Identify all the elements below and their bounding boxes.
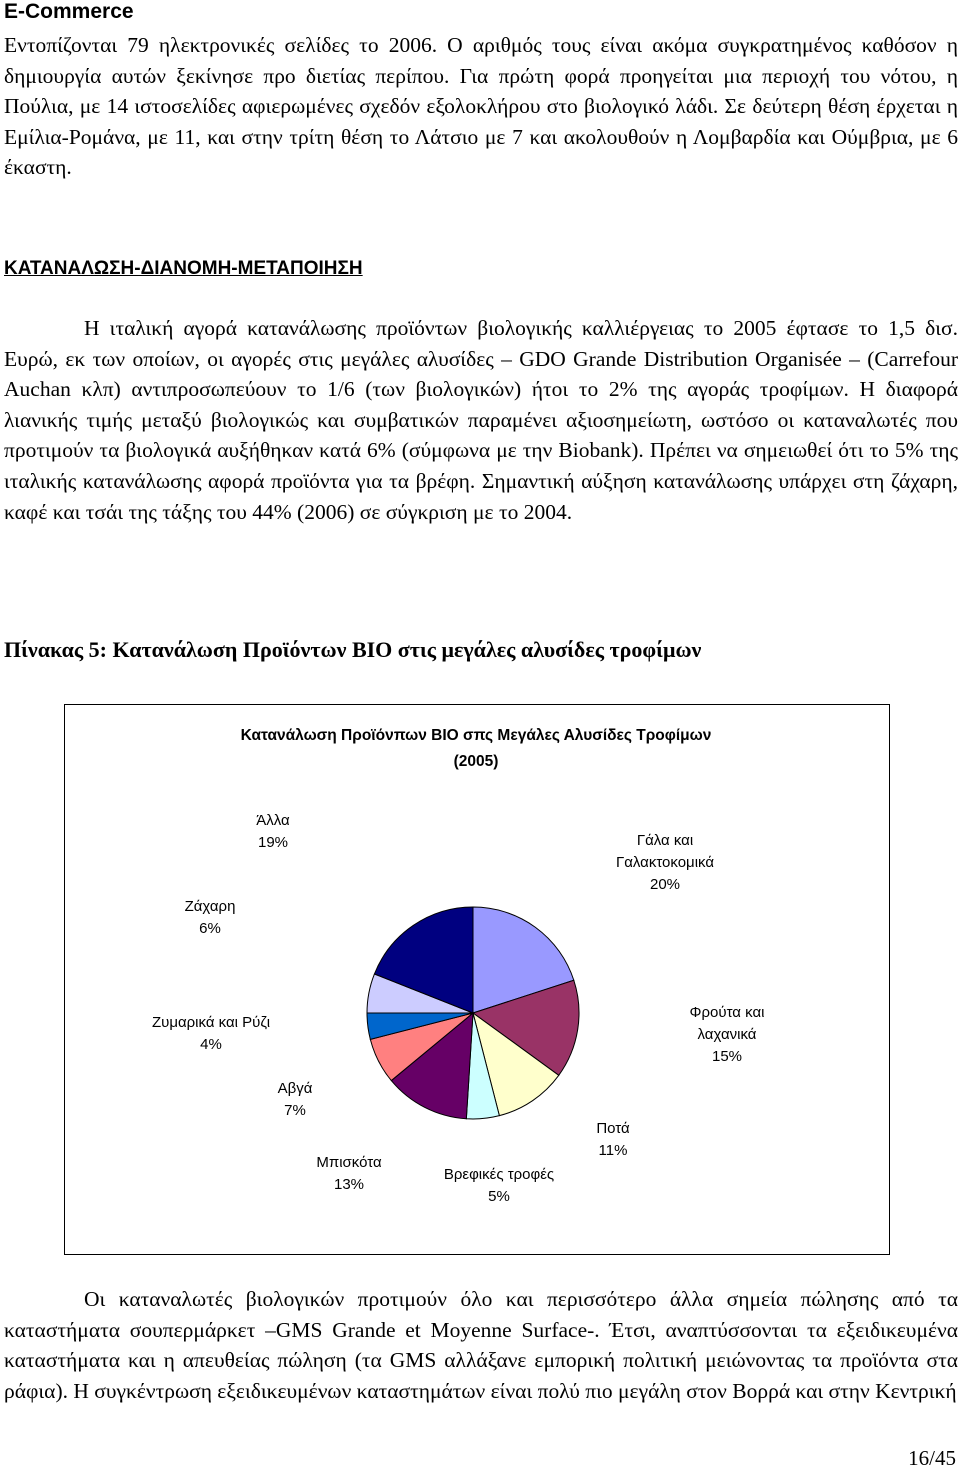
paragraph-retail-text: Οι καταναλωτές βιολογικών προτιμούν όλο και περισσότερο άλλα σημεία πώλησης από τα καταστήματα σουπερμάρκετ –GMS Grande et Moyenne Surface-. Έτσι, αναπτύσσονται τα εξειδικευμένα καταστήματα και η απευθείας πώληση (τα GMS αλλάξανε εμπορική πολιτική μειώνοντας τα προϊόντα στα ράφια). Η συγκέντρωση εξειδικευμένων καταστημάτων είναι πολύ πιο μεγάλη στον Βορρά και στην Κεντρική <box>4 1287 958 1403</box>
pie-label-text: Ποτά <box>596 1120 630 1137</box>
pie-label-3 <box>596 1120 630 1159</box>
page-number: 16/45 <box>908 1446 956 1470</box>
pie-label-text: Γαλακτοκομικά <box>615 854 715 871</box>
pie-label-value: 4% <box>200 1036 222 1053</box>
pie-label-6 <box>278 1080 313 1119</box>
pie-label-text: Άλλα <box>256 812 290 829</box>
pie-label-value: 20% <box>649 876 681 893</box>
pie-label-2 <box>690 1004 765 1065</box>
pie-label-value: 6% <box>199 920 221 937</box>
pie-label-text: Φρούτα και <box>689 1004 765 1021</box>
pie-label-4 <box>444 1166 554 1205</box>
pie-label-text: λαχανικά <box>697 1026 757 1043</box>
pie-label-9 <box>256 812 290 851</box>
pie-label-1 <box>616 832 714 893</box>
subheading-consumption: ΚΑΤΑΝΑΛΩΣΗ-ΔΙΑΝΟΜΗ-ΜΕΤΑΠΟΙΗΣΗ <box>4 258 363 279</box>
section-heading: E-Commerce <box>4 0 134 23</box>
paragraph-ecommerce: Εντοπίζονται 79 ηλεκτρονικές σελίδες το 2006. Ο αριθμός τους είναι ακόμα συγκρατημένος καθόσον η δημιουργία αυτών ξεκίνησε προ διετίας περίπου. Για πρώτη φορά προηγείται μια περιοχή του νότου, η Πούλια, με 14 ιστοσελίδες αφιερωμένες σχεδόν εξολοκλήρου στο βιολογικό λάδι. Σε δεύτερη θέση έρχεται η Εμίλια-Ρομάνα, με 11, και στην τρίτη θέση το Λάτσιο με 7 και ακολουθούν η Λομβαρδία και Ούμβρια, με 6 έκαστη. <box>4 33 958 180</box>
paragraph-consumption-text: Η ιταλική αγορά κατανάλωσης προϊόντων βιολογικής καλλιέργειας το 2005 έφτασε το 1,5 δισ. Ευρώ, εκ των οποίων, οι αγορές στις μεγάλες αλυσίδες – GDO Grande Distribution Organisée – (Carrefour Auchan κλπ) αντιπροσωπεύουν το 1/6 (των βιολογικών) ήτοι το 2% της αγοράς τροφίμων. Η διαφορά λιανικής τιμής μεταξύ βιολογικώς και συμβατικών παραμένει αξιοσημείωτη, ωστόσο οι καταναλωτές που προτιμούν τα βιολογικά αυξήθηκαν κατά 6% (σύμφωνα με την Biobank). Πρέπει να σημειωθεί ότι το 5% της ιταλικής κατανάλωσης αφορά προϊόντα για τα βρέφη. Σημαντική αύξηση κατανάλωσης υπάρχει στη ζάχαρη, καφέ και τσάι της τάξης του 44% (2006) σε σύγκριση με το 2004. <box>4 316 958 524</box>
table-caption: Πίνακας 5: Κατανάλωση Προϊόντων BIO στις μεγάλες αλυσίδες τροφίμων <box>4 637 702 662</box>
pie-label-value: 15% <box>711 1048 743 1065</box>
pie-label-text: Βρεφικές τροφές <box>443 1166 555 1183</box>
paragraph-retail <box>4 1284 958 1406</box>
pie-label-text: Γάλα και <box>636 832 694 849</box>
pie-label-text: Μπισκότα <box>316 1154 382 1171</box>
pie-slices <box>367 907 579 1119</box>
pie-label-value: 19% <box>257 834 289 851</box>
pie-label-8 <box>185 898 236 937</box>
pie-label-text: Ζάχαρη <box>184 898 236 915</box>
pie-chart-frame <box>64 704 890 1255</box>
pie-label-7 <box>152 1014 270 1053</box>
pie-label-value: 11% <box>598 1142 628 1159</box>
pie-chart <box>65 705 889 1254</box>
chart-title: Κατανάλωση Προϊόνπων ΒΙΟ σπς Μεγάλες Αλυσίδες Τροφίμων <box>240 727 712 744</box>
chart-subtitle: (2005) <box>453 753 499 770</box>
pie-label-value: 7% <box>284 1102 306 1119</box>
pie-label-value: 13% <box>333 1176 365 1193</box>
pie-label-value: 5% <box>488 1188 510 1205</box>
pie-label-text: Ζυμαρικά και Ρύζι <box>151 1014 271 1031</box>
pie-label-text: Αβγά <box>277 1080 313 1097</box>
paragraph-consumption <box>4 313 958 527</box>
pie-label-5 <box>316 1154 382 1193</box>
